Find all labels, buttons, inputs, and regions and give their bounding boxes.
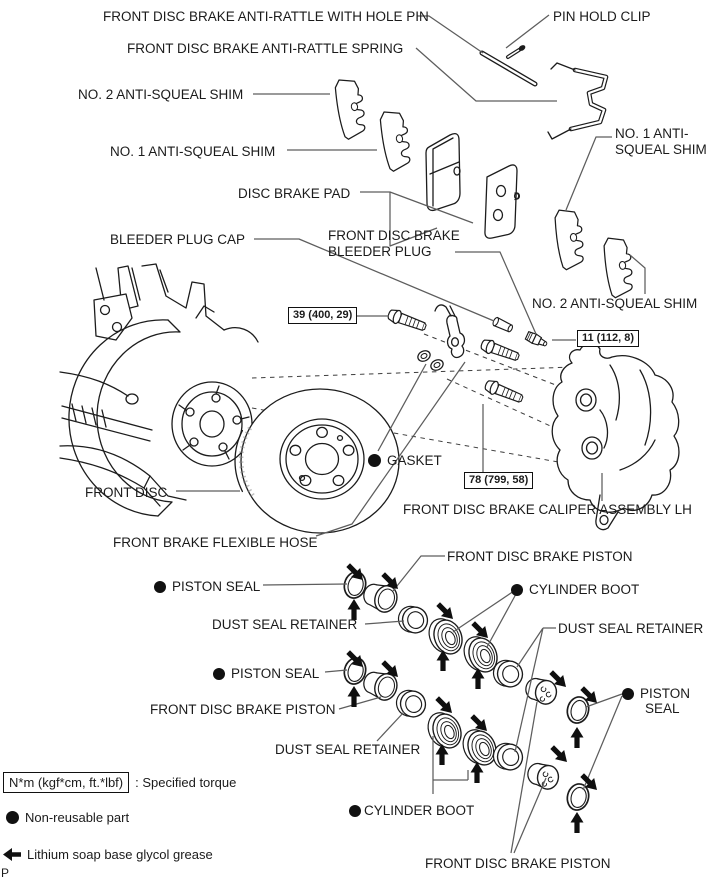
label-gasket-text: GASKET — [387, 453, 442, 468]
bleeder-plug-cap-drawing — [492, 317, 514, 333]
label-no1-shim-left: NO. 1 ANTI-SQUEAL SHIM — [110, 144, 276, 159]
legend-non-reusable-text: Non-reusable part — [25, 810, 130, 825]
label-bleeder-plug — [328, 228, 460, 260]
label-piston-row1: FRONT DISC BRAKE PISTON — [447, 549, 633, 564]
non-reusable-dot-icon — [511, 584, 523, 596]
steering-knuckle-drawing — [60, 264, 258, 516]
label-flexible-hose: FRONT BRAKE FLEXIBLE HOSE — [113, 535, 318, 550]
label-bleeder-plug-line2: BLEEDER PLUG — [328, 244, 432, 259]
non-reusable-dot-icon — [368, 454, 381, 467]
label-cylinder-boot-row1 — [511, 582, 639, 597]
torque-box-sample: N*m (kgf*cm, ft.*lbf) — [3, 772, 129, 793]
gasket-washer-drawing — [429, 358, 445, 372]
grease-up-arrow-icons — [348, 599, 584, 833]
torque-spec-bleeder-plug: 11 (112, 8) — [577, 330, 639, 347]
label-piston-seal-row2-text: PISTON SEAL — [231, 666, 320, 681]
bleeder-plug-drawing — [525, 331, 549, 349]
label-no2-shim-right: NO. 2 ANTI-SQUEAL SHIM — [532, 296, 698, 311]
gasket-washer-drawing — [416, 349, 432, 363]
torque-spec-caliper-bolt: 78 (799, 58) — [464, 472, 533, 489]
caliper-mount-bolt-upper-drawing — [479, 338, 520, 364]
pin-hold-clip-drawing — [508, 44, 526, 57]
dust-seal-retainer-drawing — [395, 602, 431, 637]
label-anti-rattle-spring: FRONT DISC BRAKE ANTI-RATTLE SPRING — [127, 41, 404, 56]
label-no1-shim-right-line1: NO. 1 ANTI- — [615, 126, 689, 141]
label-front-disc: FRONT DISC — [85, 485, 168, 500]
legend-grease-text: Lithium soap base glycol grease — [27, 847, 213, 862]
legend-specified-torque — [3, 772, 236, 793]
label-dust-seal-retainer-right: DUST SEAL RETAINER — [558, 621, 704, 636]
legend-non-reusable — [6, 810, 129, 825]
label-no1-shim-right-line2: SQUEAL SHIM — [615, 142, 707, 157]
non-reusable-dot-icon — [622, 688, 634, 700]
label-dust-seal-retainer-row1: DUST SEAL RETAINER — [212, 617, 358, 632]
legend-grease — [3, 847, 213, 862]
label-no2-shim-left: NO. 2 ANTI-SQUEAL SHIM — [78, 87, 244, 102]
label-dust-seal-retainer-row2: DUST SEAL RETAINER — [275, 742, 421, 757]
label-pin-hold-clip: PIN HOLD CLIP — [553, 9, 651, 24]
flexible-hose-fitting-drawing — [435, 305, 464, 358]
non-reusable-dot-icon — [213, 668, 225, 680]
label-piston-seal-row1-text: PISTON SEAL — [172, 579, 261, 594]
legend-torque-desc: : Specified torque — [135, 775, 237, 790]
torque-spec-union-bolt: 39 (400, 29) — [288, 307, 357, 324]
label-bleeder-plug-line1: FRONT DISC BRAKE — [328, 228, 460, 243]
label-cylinder-boot-row1-text: CYLINDER BOOT — [529, 582, 640, 597]
no2-anti-squeal-shim-right-drawing — [602, 235, 636, 298]
no1-anti-squeal-shim-left-drawing — [378, 108, 414, 172]
label-bleeder-plug-cap: BLEEDER PLUG CAP — [110, 232, 246, 247]
union-bolt-drawing — [386, 308, 427, 334]
non-reusable-dot-icon — [6, 811, 19, 824]
caliper-mount-bolt-lower-drawing — [483, 378, 524, 405]
dust-seal-retainer-drawing — [393, 686, 429, 721]
grease-left-arrow-icon — [3, 848, 21, 861]
cylinder-boot-drawing — [424, 613, 467, 660]
label-piston-seal-right — [622, 686, 690, 716]
label-piston-seal-row1 — [154, 579, 260, 594]
label-gasket — [368, 453, 442, 468]
label-no1-shim-right — [615, 126, 707, 158]
label-piston-bottom: FRONT DISC BRAKE PISTON — [425, 856, 611, 871]
label-piston-row2: FRONT DISC BRAKE PISTON — [150, 702, 336, 717]
cylinder-boot-drawing — [423, 707, 466, 754]
disc-brake-pad-inner-drawing — [485, 165, 519, 238]
no1-anti-squeal-shim-right-drawing — [553, 207, 587, 270]
no2-anti-squeal-shim-left-drawing — [333, 76, 369, 140]
non-reusable-dot-icon — [349, 805, 361, 817]
label-anti-rattle-pin: FRONT DISC BRAKE ANTI-RATTLE WITH HOLE PIN — [103, 9, 429, 24]
cylinder-boot-drawing — [458, 724, 501, 771]
label-piston-seal-right-line1: PISTON — [640, 686, 691, 701]
label-piston-seal-right-lines — [640, 686, 690, 716]
non-reusable-dot-icon — [154, 581, 166, 593]
label-disc-brake-pad: DISC BRAKE PAD — [238, 186, 351, 201]
label-cylinder-boot-row2-text: CYLINDER BOOT — [364, 803, 475, 818]
label-piston-seal-right-line2: SEAL — [645, 701, 680, 716]
label-piston-seal-row2 — [213, 666, 319, 681]
disc-brake-pad-outer-drawing — [426, 134, 460, 211]
page-corner-mark: P — [1, 866, 10, 880]
label-caliper-assembly: FRONT DISC BRAKE CALIPER ASSEMBLY LH — [403, 502, 692, 517]
label-cylinder-boot-row2 — [349, 803, 474, 818]
